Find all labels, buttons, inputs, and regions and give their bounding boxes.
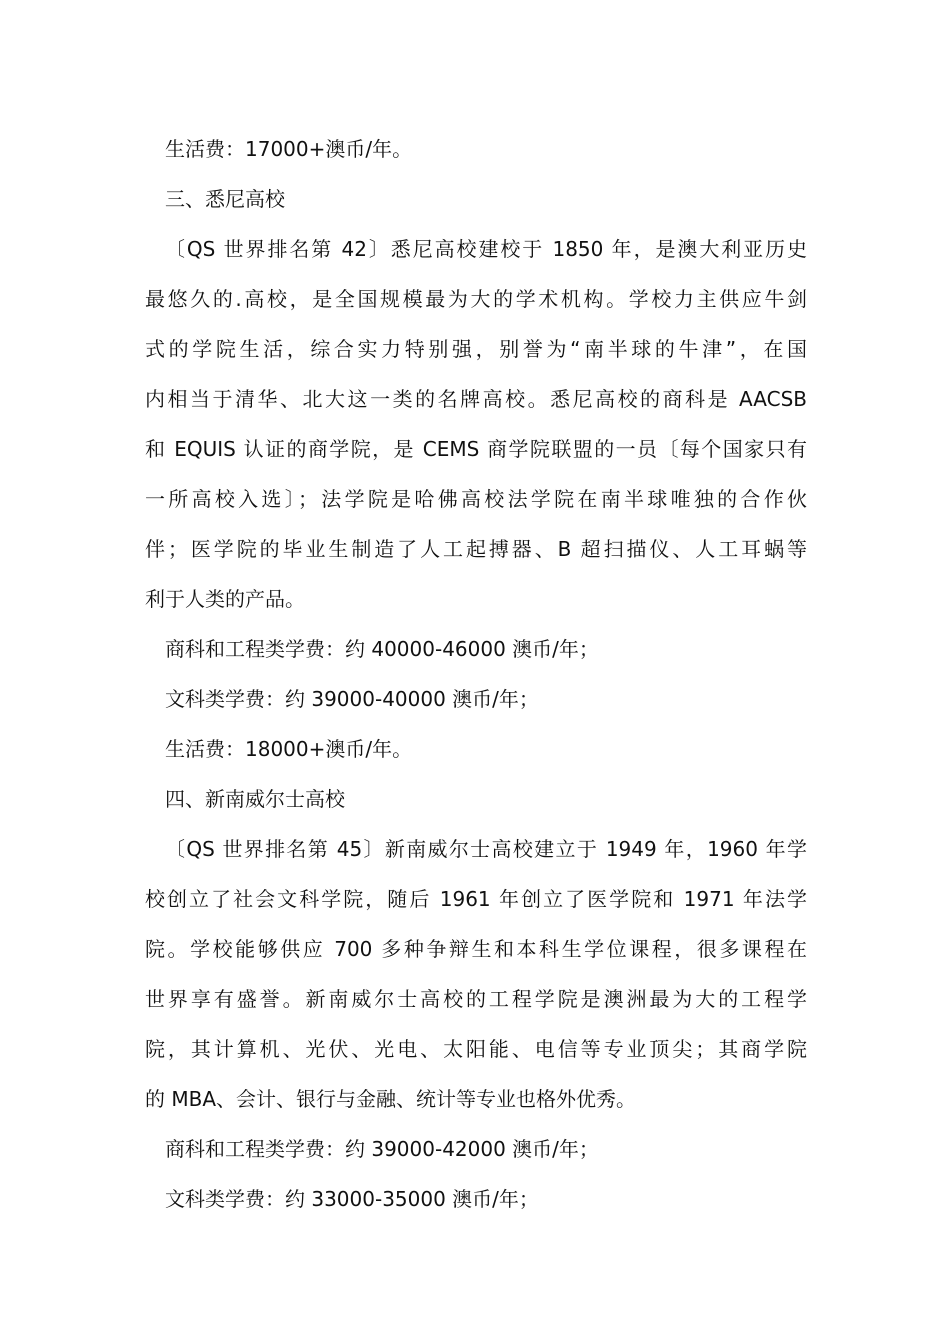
paragraph-line: 〔QS 世界排名第 42〕悉尼高校建校于 1850 年，是澳大利亚历史 [165, 237, 807, 261]
paragraph-line: 校创立了社会文科学院，随后 1961 年创立了医学院和 1971 年法学 [145, 887, 807, 911]
fee-business-sydney: 商科和工程类学费：约 40000-46000 澳币/年； [165, 637, 599, 661]
living-cost-sydney: 生活费：18000+澳币/年。 [165, 737, 413, 761]
section-heading-sydney: 三、悉尼高校 [165, 187, 285, 211]
paragraph-line: 的 MBA、会计、银行与金融、统计等专业也格外优秀。 [145, 1087, 637, 1111]
fee-arts-sydney: 文科类学费：约 39000-40000 澳币/年； [165, 687, 539, 711]
paragraph-sydney [145, 224, 807, 624]
fee-business-unsw: 商科和工程类学费：约 39000-42000 澳币/年； [165, 1137, 599, 1161]
paragraph-unsw [145, 824, 807, 1124]
paragraph-line: 世界享有盛誉。新南威尔士高校的工程学院是澳洲最为大的工程学 [145, 987, 807, 1011]
living-cost-line: 生活费：17000+澳币/年。 [165, 137, 413, 161]
paragraph-line: 和 EQUIS 认证的商学院，是 CEMS 商学院联盟的一员〔每个国家只有 [145, 437, 807, 461]
paragraph-line: 一所高校入选〕；法学院是哈佛高校法学院在南半球唯独的合作伙 [145, 487, 807, 511]
section-heading-unsw: 四、新南威尔士高校 [165, 787, 345, 811]
paragraph-line: 式的学院生活，综合实力特别强，别誉为“南半球的牛津”，在国 [145, 337, 807, 361]
fee-arts-unsw: 文科类学费：约 33000-35000 澳币/年； [165, 1187, 539, 1211]
paragraph-line: 〔QS 世界排名第 45〕新南威尔士高校建立于 1949 年，1960 年学 [165, 837, 807, 861]
paragraph-line: 院。学校能够供应 700 多种争辩生和本科生学位课程，很多课程在 [145, 937, 807, 961]
paragraph-line: 内相当于清华、北大这一类的名牌高校。悉尼高校的商科是 AACSB [145, 387, 807, 411]
paragraph-line: 伴；医学院的毕业生制造了人工起搏器、B 超扫描仪、人工耳蜗等 [145, 537, 807, 561]
paragraph-line: 院，其计算机、光伏、光电、太阳能、电信等专业顶尖；其商学院 [145, 1037, 807, 1061]
document-body [145, 124, 807, 1224]
paragraph-line: 利于人类的产品。 [145, 587, 305, 611]
paragraph-line: 最悠久的.高校，是全国规模最为大的学术机构。学校力主供应牛剑 [145, 287, 807, 311]
